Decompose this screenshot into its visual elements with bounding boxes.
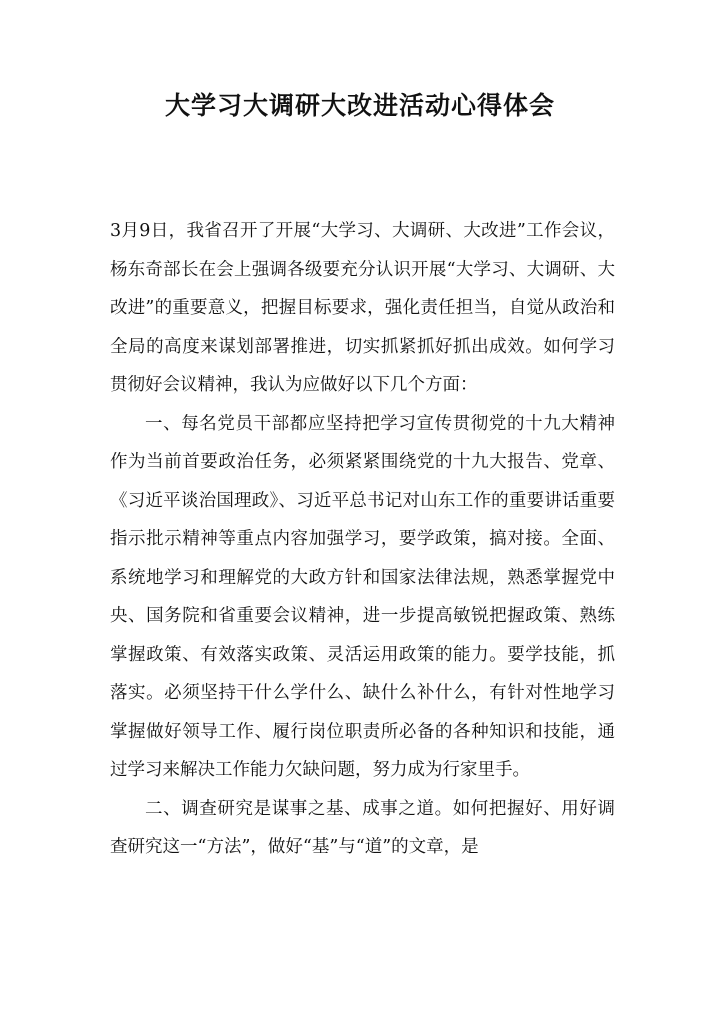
document-title: 大学习大调研大改进活动心得体会 (164, 91, 555, 120)
document-body (110, 212, 615, 867)
paragraph-section-1: 一、每名党员干部都应坚持把学习宣传贯彻党的十九大精神作为当前首要政治任务，必须紧紧围绕党的十九大报告、党章、《习近平谈治国理政》、习近平总书记对山东工作的重要讲话重要指示批示精神等重点内容加强学习，要学政策，搞对接。全面、系统地学习和理解党的大政方针和国家法律法规，熟悉掌握党中央、国务院和省重要会议精神，进一步提高敏锐把握政策、熟练掌握政策、有效落实政策、灵活运用政策的能力。要学技能，抓落实。必须坚持干什么学什么、缺什么补什么，有针对性地学习掌握做好领导工作、履行岗位职责所必备的各种知识和技能，通过学习来解决工作能力欠缺问题，努力成为行家里手。 (110, 413, 615, 780)
paragraph-intro: 3月9日，我省召开了开展“大学习、大调研、大改进”工作会议，杨东奇部长在会上强调各级要充分认识开展“大学习、大调研、大改进”的重要意义，把握目标要求，强化责任担当，自觉从政治和全局的高度来谋划部署推进，切实抓紧抓好抓出成效。如何学习贯彻好会议精神，我认为应做好以下几个方面： (110, 221, 615, 395)
paragraph-section-2: 二、调查研究是谋事之基、成事之道。如何把握好、用好调查研究这一“方法”，做好“基”与“道”的文章，是 (110, 798, 615, 857)
